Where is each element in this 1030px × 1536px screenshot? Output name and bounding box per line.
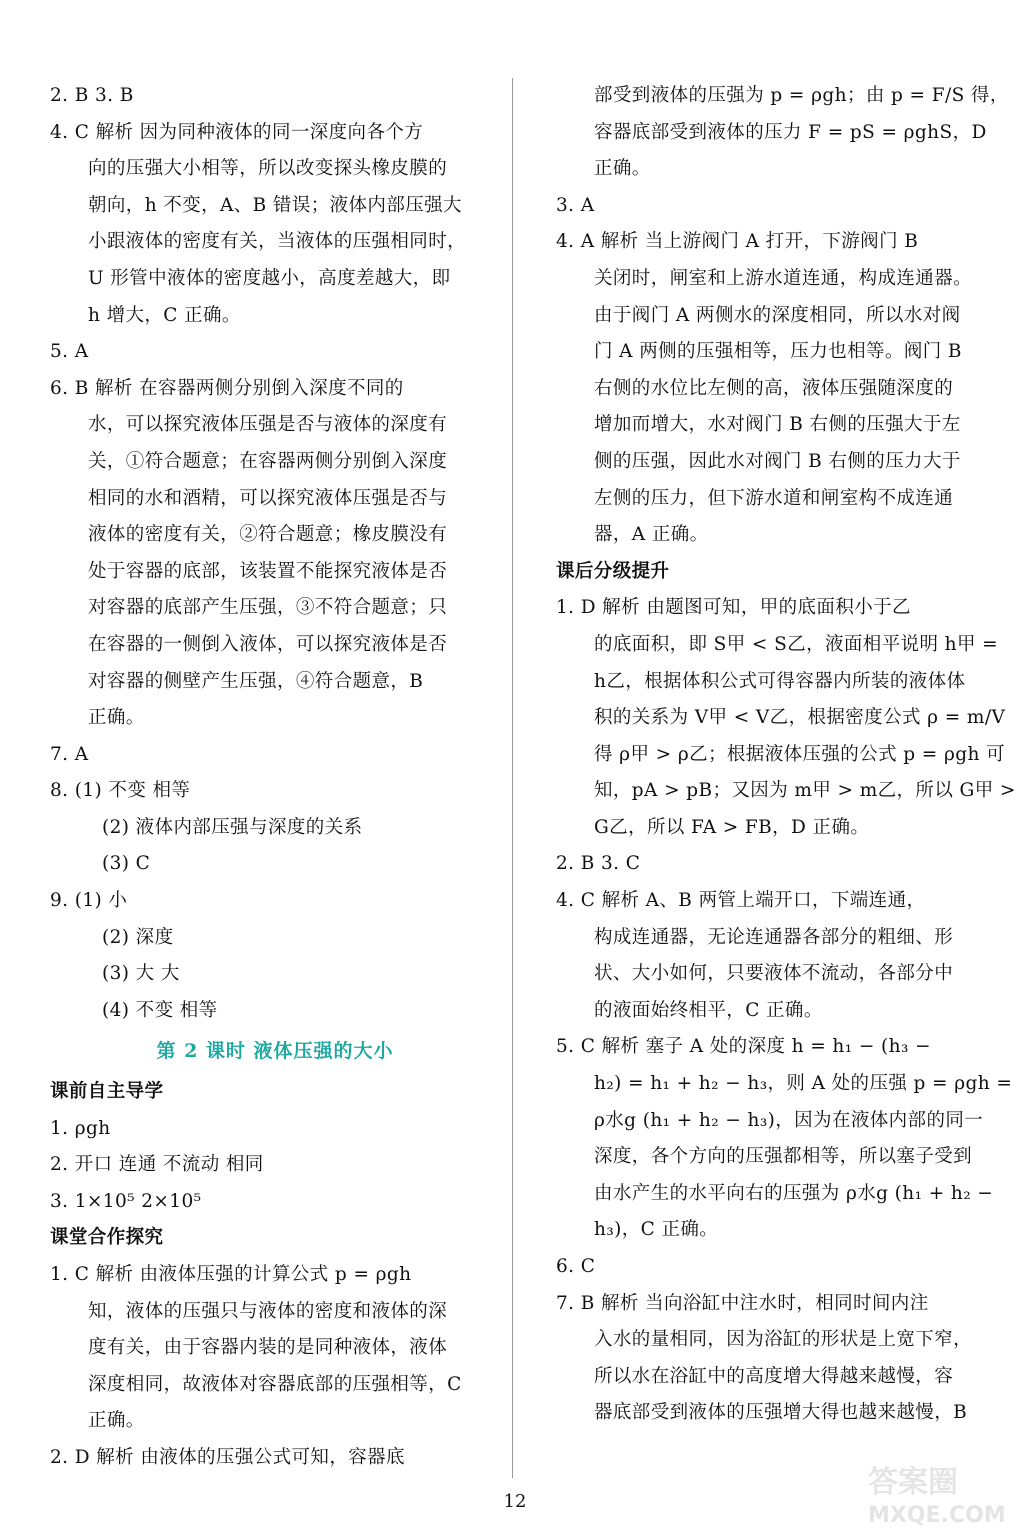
section-title: 第 2 课时 液体压强的大小: [156, 1040, 394, 1063]
answer-line: 深度相同，故液体对容器底部的压强相等，C: [88, 1373, 462, 1395]
answer-line: 水，可以探究液体压强是否与液体的深度有: [88, 414, 448, 436]
answer-line: 2. 开口 连通 不流动 相同: [50, 1154, 264, 1176]
answer-line: 5. C 解析 塞子 A 处的深度 h = h₁ − (h₃ −: [556, 1036, 931, 1058]
watermark-text: 答案圈: [868, 1465, 958, 1500]
answer-line: 对容器的底部产生压强，③不符合题意；只: [88, 597, 448, 619]
left-column: [50, 78, 500, 1477]
answer-line: 1. ρgh: [50, 1117, 111, 1139]
answer-line: 左侧的压力，但下游水道和闸室构不成连通: [594, 487, 954, 509]
answer-line: 2. B 3. C: [556, 853, 641, 875]
answer-line: 4. C 解析 A、B 两管上端开口，下端连通，: [556, 890, 926, 912]
answer-line: (3) C: [102, 853, 151, 875]
answer-line: (2) 深度: [102, 926, 174, 948]
answer-line: 右侧的水位比左侧的高，液体压强随深度的: [594, 377, 954, 399]
page-number: 12: [503, 1491, 527, 1512]
answer-line: 由水产生的水平向右的压强为 ρ水g (h₁ + h₂ −: [594, 1182, 994, 1204]
answer-line: 器底部受到液体的压强增大得也越来越慢，B: [594, 1402, 968, 1424]
answer-line: h 增大，C 正确。: [88, 304, 241, 326]
answer-line: 得 ρ甲 > ρ乙；根据液体压强的公式 p = ρgh 可: [594, 743, 1005, 765]
answer-line: 处于容器的底部，该装置不能探究液体是否: [88, 560, 448, 582]
answer-line: 由于阀门 A 两侧水的深度相同，所以水对阀: [594, 304, 961, 326]
answer-line: (3) 大 大: [102, 963, 180, 985]
answer-line: 向的压强大小相等，所以改变探头橡皮膜的: [88, 158, 448, 180]
answer-line: ρ水g (h₁ + h₂ − h₃)，因为在液体内部的同一: [594, 1109, 984, 1131]
answer-line: 正确。: [594, 158, 651, 180]
answer-line: 1. D 解析 由题图可知，甲的底面积小于乙: [556, 597, 911, 619]
answer-line: 9. (1) 小: [50, 890, 128, 912]
right-column: [556, 78, 1016, 1432]
answer-line: 8. (1) 不变 相等: [50, 780, 191, 802]
answer-line: 所以水在浴缸中的高度增大得越来越慢，容: [594, 1365, 954, 1387]
section-heading: 课堂合作探究: [50, 1227, 164, 1249]
answer-line: 的底面积，即 S甲 < S乙，液面相平说明 h甲 =: [594, 633, 999, 655]
answer-line: h₂) = h₁ + h₂ − h₃，则 A 处的压强 p = ρgh =: [594, 1073, 1013, 1095]
answer-line: 3. 1×10⁵ 2×10⁵: [50, 1190, 202, 1212]
answer-line: G乙，所以 FA > FB，D 正确。: [594, 816, 870, 838]
answer-line: h乙，根据体积公式可得容器内所装的液体体: [594, 670, 966, 692]
column-divider: [512, 78, 513, 1478]
answer-line: 度有关，由于容器内装的是同种液体，液体: [88, 1337, 448, 1359]
answer-line: 小跟液体的密度有关，当液体的压强相同时，: [88, 231, 467, 253]
answer-line: 朝向，h 不变，A、B 错误；液体内部压强大: [88, 194, 462, 216]
answer-line: 2. D 解析 由液体的压强公式可知，容器底: [50, 1446, 405, 1468]
watermark-subtext: MXQE.COM: [868, 1503, 1006, 1528]
answer-line: 7. A: [50, 743, 89, 765]
answer-line: 7. B 解析 当向浴缸中注水时，相同时间内注: [556, 1292, 929, 1314]
answer-line: 6. C: [556, 1256, 596, 1277]
answer-line: 对容器的侧壁产生压强，④符合题意，B: [88, 670, 424, 692]
answer-line: 的液面始终相平，C 正确。: [594, 999, 823, 1021]
answer-line: 5. A: [50, 341, 89, 363]
answer-line: U 形管中液体的密度越小，高度差越大，即: [88, 267, 451, 289]
answer-line: 容器底部受到液体的压力 F = pS = ρghS，D: [594, 121, 987, 143]
answer-line: 知，pA > pB；又因为 m甲 > m乙，所以 G甲 >: [594, 780, 1016, 802]
answer-line: 门 A 两侧的压强相等，压力也相等。阀门 B: [594, 341, 962, 363]
answer-line: 增加而增大，水对阀门 B 右侧的压强大于左: [594, 414, 961, 436]
answer-line: 状、大小如何，只要液体不流动，各部分中: [594, 963, 954, 985]
answer-line: (2) 液体内部压强与深度的关系: [102, 816, 363, 838]
answer-line: 入水的量相同，因为浴缸的形状是上宽下窄，: [594, 1329, 973, 1351]
answer-line: 部受到液体的压强为 p = ρgh；由 p = F/S 得，: [594, 85, 1009, 106]
answer-line: 关闭时，闸室和上游水道连通，构成连通器。: [594, 267, 973, 289]
answer-line: 液体的密度有关，②符合题意；橡皮膜没有: [88, 524, 448, 546]
answer-line: 在容器的一侧倒入液体，可以探究液体是否: [88, 633, 448, 655]
answer-line: 侧的压强，因此水对阀门 B 右侧的压力大于: [594, 450, 961, 472]
answer-line: 1. C 解析 由液体压强的计算公式 p = ρgh: [50, 1264, 412, 1285]
answer-line: 构成连通器，无论连通器各部分的粗细、形: [594, 926, 954, 948]
answer-line: 2. B 3. B: [50, 85, 134, 106]
answer-line: 深度，各个方向的压强都相等，所以塞子受到: [594, 1146, 973, 1168]
answer-line: 3. A: [556, 194, 595, 216]
answer-line: 4. A 解析 当上游阀门 A 打开，下游阀门 B: [556, 231, 919, 253]
answer-line: 6. B 解析 在容器两侧分别倒入深度不同的: [50, 377, 404, 399]
section-heading: 课后分级提升: [556, 560, 670, 582]
answer-line: 积的关系为 V甲 < V乙，根据密度公式 ρ = m/V: [594, 707, 1006, 729]
answer-line: 4. C 解析 因为同种液体的同一深度向各个方: [50, 121, 424, 143]
answer-line: 相同的水和酒精，可以探究液体压强是否与: [88, 487, 448, 509]
answer-line: 关，①符合题意；在容器两侧分别倒入深度: [88, 450, 448, 472]
answer-line: (4) 不变 相等: [102, 999, 218, 1021]
answer-line: h₃)，C 正确。: [594, 1219, 719, 1241]
answer-line: 知，液体的压强只与液体的密度和液体的深: [88, 1300, 448, 1322]
answer-line: 正确。: [88, 707, 145, 729]
watermark-logo: [858, 1458, 1018, 1528]
section-heading: 课前自主导学: [50, 1081, 164, 1103]
answer-line: 正确。: [88, 1410, 145, 1432]
answer-line: 器，A 正确。: [594, 524, 709, 546]
